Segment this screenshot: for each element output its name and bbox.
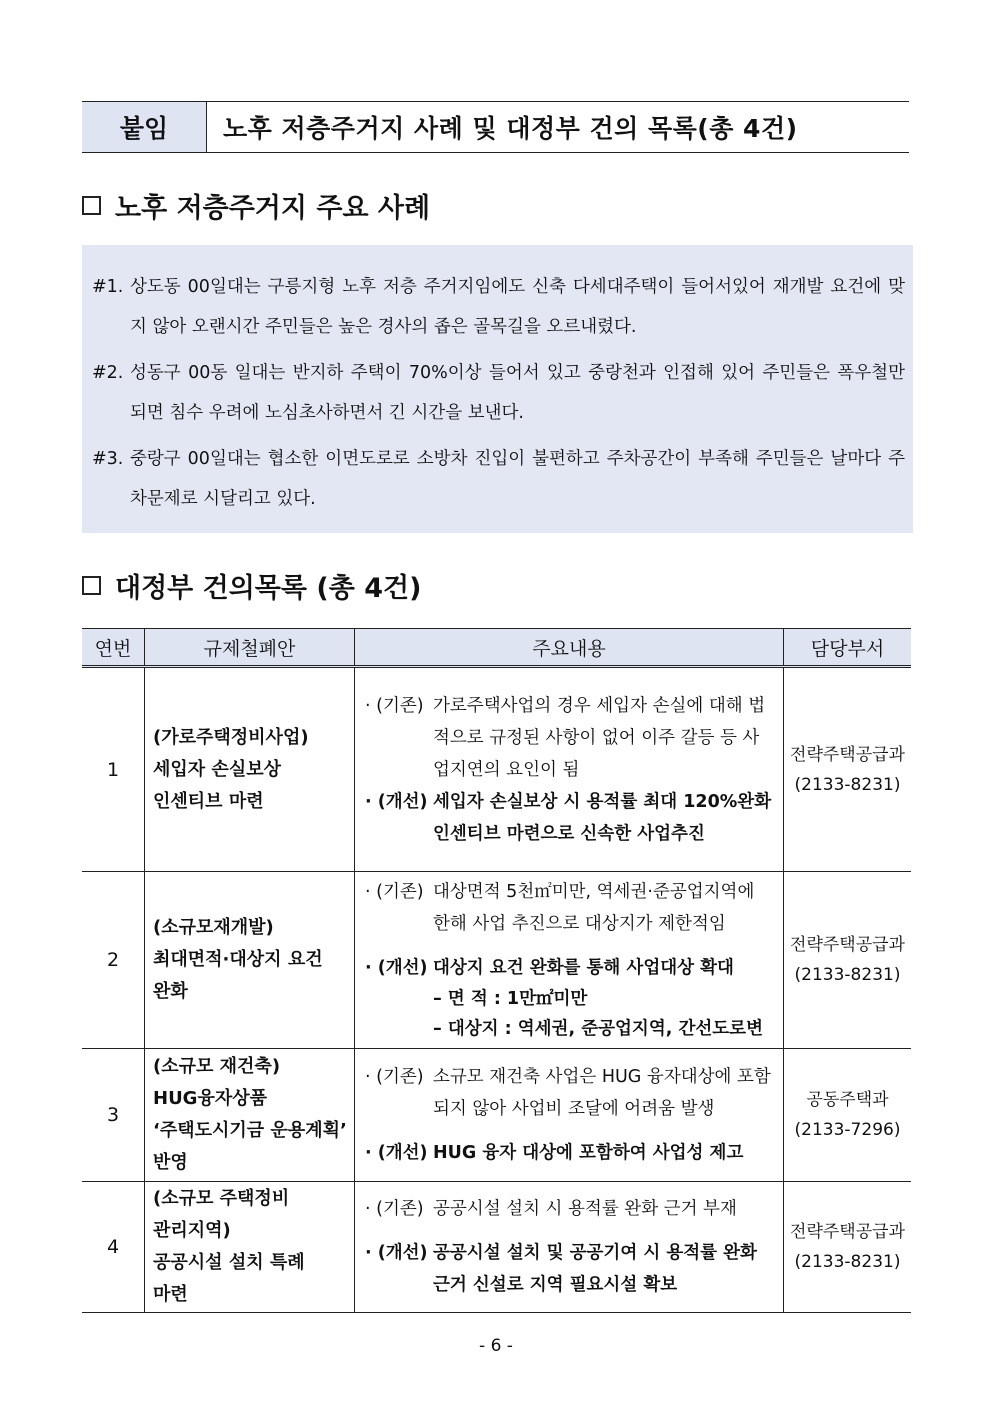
column-header: 주요내용 — [355, 629, 784, 667]
before-item — [365, 690, 775, 786]
dept-name: 공동주택과 — [806, 1090, 889, 1110]
plan-line: ‘주택도시기금 운용계획’ — [153, 1120, 347, 1141]
after-label: · (개선) — [365, 791, 428, 812]
after-label: · (개선) — [365, 1243, 428, 1263]
page-number: - 6 - — [479, 1336, 513, 1356]
plan-line: (소규모재개발) — [153, 917, 274, 938]
table-row — [82, 667, 911, 872]
attachment-title: 노후 저층주거지 사례 및 대정부 건의 목록(총 4건) — [223, 114, 798, 143]
case-text: 상도동 00일대는 구릉지형 노후 저층 주거지임에도 신축 다세대주택이 들어서있어 재개발 요건에 맞지 않아 오랜시간 주민들은 높은 경사의 좁은 골목길을 오르내렸다. — [130, 277, 905, 337]
dept-cell — [784, 667, 912, 872]
dept-cell — [784, 1182, 912, 1313]
case-text: 성동구 00동 일대는 반지하 주택이 70%이상 들어서 있고 중랑천과 인접해 있어 주민들은 폭우철만 되면 침수 우려에 노심초사하면서 긴 시간을 보낸다. — [130, 363, 905, 423]
plan-line: (가로주택정비사업) — [153, 726, 309, 748]
before-text: 소규모 재건축 사업은 HUG 융자대상에 포함되지 않아 사업비 조달에 어려움 발생 — [433, 1067, 771, 1119]
before-text: 가로주택사업의 경우 세입자 손실에 대해 법적으로 규정된 사항이 없어 이주 갈등 등 사업지연의 요인이 됨 — [433, 695, 766, 780]
plan-cell — [145, 872, 355, 1049]
case-number: #3. — [92, 449, 124, 469]
plan-cell — [145, 667, 355, 872]
section-heading-proposals — [82, 566, 421, 605]
plan-line: 세입자 손실보상 — [153, 758, 281, 780]
table-header-row — [82, 629, 911, 667]
after-item — [365, 1237, 775, 1301]
plan-line: 완화 — [153, 981, 188, 1002]
row-number: 1 — [82, 667, 145, 872]
plan-cell — [145, 1049, 355, 1182]
plan-line: 관리지역) — [153, 1220, 231, 1241]
after-label: · (개선) — [365, 958, 428, 978]
section-title: 노후 저층주거지 주요 사례 — [115, 193, 431, 224]
plan-line: 인센티브 마련 — [153, 790, 264, 812]
plan-line: HUG융자상품 — [153, 1088, 268, 1109]
dept-phone: (2133-8231) — [794, 1252, 901, 1272]
section-heading-cases — [82, 186, 430, 225]
after-text: 대상지 요건 완화를 통해 사업대상 확대 — [433, 958, 734, 978]
case-number: #1. — [92, 277, 124, 297]
after-label: · (개선) — [365, 1143, 428, 1163]
after-text: HUG 융자 대상에 포함하여 사업성 제고 — [433, 1143, 744, 1163]
row-number: 3 — [82, 1049, 145, 1182]
plan-line: 최대면적·대상지 요건 — [153, 949, 323, 970]
attachment-tag: 붙임 — [82, 102, 207, 152]
after-item — [365, 786, 775, 850]
column-header: 담당부서 — [784, 629, 912, 667]
case-item — [92, 353, 905, 433]
dept-phone: (2133-8231) — [794, 774, 901, 795]
dept-cell — [784, 1049, 912, 1182]
dept-name: 전략주택공급과 — [790, 935, 905, 955]
content-cell — [355, 1049, 784, 1182]
content-cell — [355, 667, 784, 872]
before-text: 대상면적 5천㎡미만, 역세권·준공업지역에 한해 사업 추진으로 대상지가 제한적임 — [433, 882, 755, 934]
row-number: 2 — [82, 872, 145, 1049]
after-item — [365, 1137, 775, 1169]
table-row — [82, 872, 911, 1049]
content-cell — [355, 872, 784, 1049]
after-item — [365, 952, 775, 984]
column-header: 연번 — [82, 629, 145, 667]
case-item — [92, 439, 905, 519]
table-row — [82, 1182, 911, 1313]
before-item — [365, 876, 775, 940]
dept-name: 전략주택공급과 — [790, 1222, 905, 1242]
checkbox-icon — [82, 196, 101, 215]
dept-phone: (2133-8231) — [794, 965, 901, 985]
plan-line: 반영 — [153, 1152, 188, 1173]
plan-line: 공공시설 설치 특례 — [153, 1252, 305, 1273]
case-item — [92, 267, 905, 347]
case-number: #2. — [92, 363, 124, 383]
after-text: 세입자 손실보상 시 용적률 최대 120%완화 인센티브 마련으로 신속한 사업추진 — [433, 791, 772, 844]
plan-cell — [145, 1182, 355, 1313]
before-label: · (기존) — [365, 882, 424, 902]
case-list — [82, 245, 913, 533]
row-number: 4 — [82, 1182, 145, 1313]
before-label: · (기존) — [365, 1199, 424, 1219]
after-subitem: – 면 적 : 1만㎡미만 — [433, 989, 588, 1009]
before-item — [365, 1193, 775, 1225]
column-header: 규제철폐안 — [145, 629, 355, 667]
case-text: 중랑구 00일대는 협소한 이면도로로 소방차 진입이 불편하고 주차공간이 부족해 주민들은 날마다 주차문제로 시달리고 있다. — [130, 449, 905, 509]
before-label: · (기존) — [365, 1067, 424, 1087]
before-item — [365, 1061, 775, 1125]
before-label: · (기존) — [365, 695, 424, 716]
content-cell — [355, 1182, 784, 1313]
section-title: 대정부 건의목록 (총 4건) — [115, 573, 422, 604]
plan-line: (소규모 재건축) — [153, 1056, 281, 1077]
table-row — [82, 1049, 911, 1182]
dept-cell — [784, 872, 912, 1049]
plan-line: 마련 — [153, 1284, 188, 1305]
before-text: 공공시설 설치 시 용적률 완화 근거 부재 — [433, 1199, 737, 1219]
proposal-table — [82, 628, 911, 1313]
checkbox-icon — [82, 576, 101, 595]
after-text: 공공시설 설치 및 공공기여 시 용적률 완화 근거 신설로 지역 필요시설 확보 — [433, 1243, 757, 1295]
dept-phone: (2133-7296) — [794, 1120, 901, 1140]
attachment-header — [82, 101, 909, 153]
after-subitem: – 대상지 : 역세권, 준공업지역, 간선도로변 — [433, 1019, 763, 1039]
dept-name: 전략주택공급과 — [790, 744, 905, 765]
plan-line: (소규모 주택정비 — [153, 1188, 290, 1209]
